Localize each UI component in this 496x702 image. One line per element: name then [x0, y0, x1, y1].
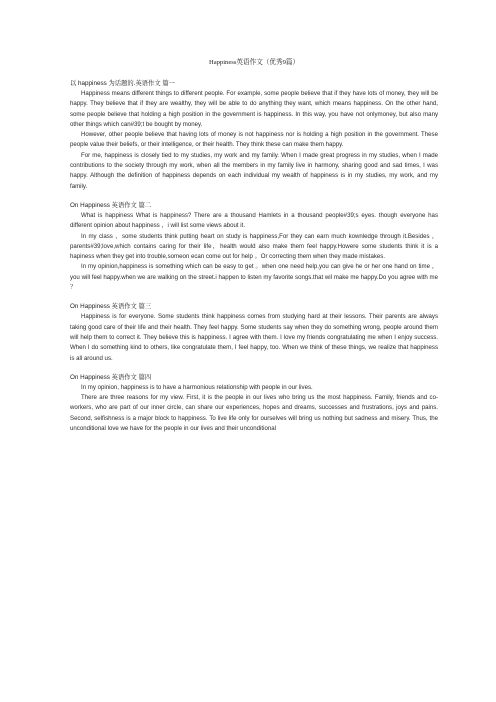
essay-section-4 [70, 373, 438, 434]
paragraph: For me, happiness is closely tied to my studies, my work and my family. When I made great progress in my studies, when I made contributions to the society through my work, when all the members in my family live in harmony, sharing good and sad times, I was happy. Although the definition of happiness depends on each individual my wealth of happiness is in my studies, my work, and my family. [70, 151, 438, 190]
paragraph: However, other people believe that having lots of money is not happiness nor is holding a high position in the government. These people value their beliefs, or their intelligence, or their health. They think these can make them happy. [70, 131, 438, 149]
paragraph: In my opinion,happiness is something which can be easy to get 。when one need help,you can give he or her one hand on time ，you will feel happy.when we are walking on the street.i happen to listen my favorite songs.that wil make me happy.Do you agree with me ？ [70, 263, 438, 292]
essay-section-3 [70, 302, 438, 363]
essay-section-2 [70, 201, 438, 293]
paragraph: In my opinion, happiness is to have a harmonious relationship with people in our lives. [81, 383, 313, 391]
section-heading: On Happiness 英语作文 篇二 [70, 201, 152, 209]
section-heading: On Happiness 英语作文 篇三 [70, 303, 152, 311]
essay-section-1 [70, 79, 438, 192]
paragraph: There are three reasons for my view. First, it is the people in our lives who bring us the most happiness. Family, friends and co-workers, who are part of our inner circle, can share our experiences, hopes and dreams, successes and frustrations, joys and pains. Second, selfishness is a major block to happiness. To live life only for ourselves will bring us nothing but sadness and misery. Thus, the unconditional love we have for the people in our lives and their unconditional [70, 394, 438, 433]
section-heading: 以 happiness 为话题的.英语作文 篇一 [70, 80, 175, 87]
paragraph: What is happiness What is happiness? There are a thousand Hamlets in a thousand people#39;s eyes. though everyone has different opinion about happiness ，i will list some views about it. [70, 211, 438, 230]
section-heading: On Happiness 英语作文 篇四 [70, 373, 152, 381]
document-title: Happiness英语作文（优秀9篇） [208, 59, 300, 66]
paragraph: In my class ，some students think putting heart on study is happiness,For they can earn much kownledge through it.Besides ，parents#39;love,which contains caring for their life，health would also make them feel happy.Howere some students think it is a hapiness when they get into trouble,someon ecan come out for help 。Or correcting them when they made mistakes. [70, 232, 438, 261]
paragraph: Happiness means different things to different people. For example, some people believe that if they have lots of money, they will be happy. They believe that if they are wealthy, they will be able to do anything they want, which means happiness. On the other hand, some people believe that holding a high position in the government is happiness. In this way, you have not onlymoney, but also many other things which can#39;t be bought by money. [70, 90, 438, 128]
paragraph: Happiness is for everyone. Some students think happiness comes from studying hard at their lessons. Their parents are always taking good care of their life and their health. They feel happy. Some students say when they do something wrong, people around them will help them to correct it. They believe this is happiness. I agree with them. I love my friends congratulating me when I enjoy success. When I do something kind to others, like congratulate them, I feel happy, too. When we think of these things, we realize that happiness is all around us. [70, 313, 438, 362]
